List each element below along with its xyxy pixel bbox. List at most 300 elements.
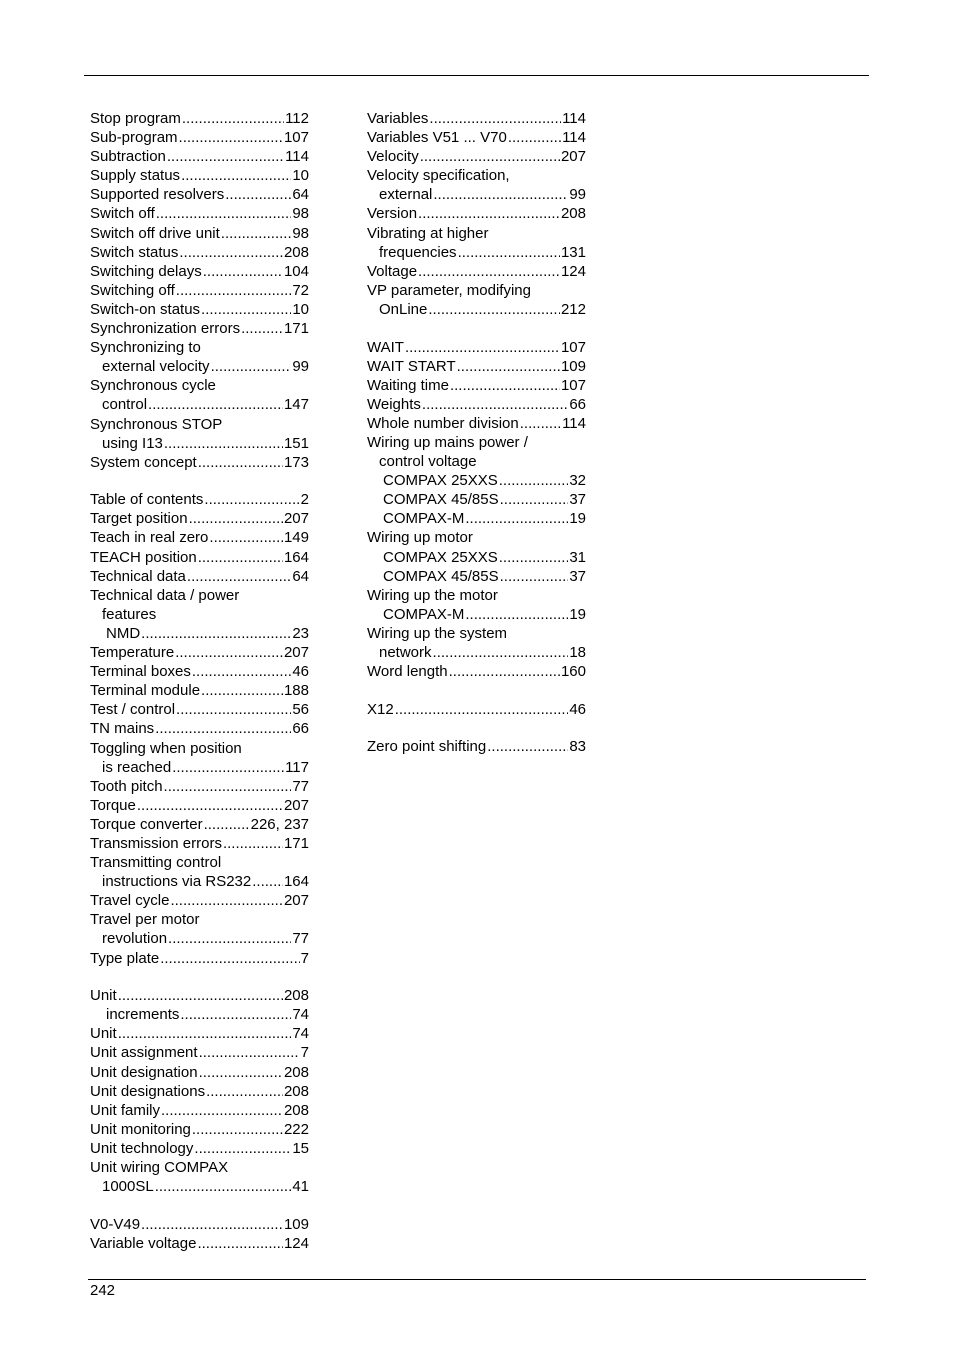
dot-leader: [428, 300, 560, 319]
index-entry: [367, 567, 586, 586]
index-term: Unit: [90, 987, 117, 1005]
index-term: Sub-program: [90, 129, 178, 147]
index-term: Word length: [367, 663, 448, 681]
index-term: features: [102, 605, 157, 623]
index-page-ref: 18: [569, 644, 586, 662]
index-page-ref: 208: [283, 1101, 309, 1119]
index-term: COMPAX 45/85S: [383, 567, 499, 585]
index-page-ref: 7: [300, 1044, 309, 1062]
index-page-ref: 124: [560, 262, 586, 280]
index-page-ref: 74: [292, 1025, 309, 1043]
dot-leader: [221, 224, 292, 243]
index-letter-gap: [367, 681, 586, 700]
index-entry: [367, 128, 586, 147]
dot-leader: [118, 986, 283, 1005]
dot-leader: [500, 490, 569, 509]
index-entry: [90, 777, 309, 796]
index-term: Terminal module: [90, 682, 201, 700]
index-entry: [90, 243, 309, 262]
index-entry: [90, 758, 309, 777]
index-term: System concept: [90, 453, 197, 471]
index-entry: [90, 1120, 309, 1139]
index-term: Unit: [90, 1025, 117, 1043]
dot-leader: [194, 1139, 291, 1158]
index-page-ref: 207: [283, 644, 309, 662]
dot-leader: [429, 109, 561, 128]
index-page-ref: 117: [285, 758, 309, 776]
index-page-ref: 104: [283, 262, 309, 280]
index-entry: [90, 434, 309, 453]
index-page-ref: 164: [283, 873, 309, 891]
dot-leader: [450, 376, 560, 395]
dot-leader: [182, 109, 284, 128]
dot-leader: [500, 567, 569, 586]
dot-leader: [141, 1215, 283, 1234]
dot-leader: [449, 662, 560, 681]
index-term: instructions via RS232: [102, 873, 252, 891]
index-page-ref: 109: [560, 357, 586, 375]
index-term: Zero point shifting: [367, 738, 487, 756]
index-entry: [367, 509, 586, 528]
index-entry: [90, 128, 309, 147]
dot-leader: [176, 700, 291, 719]
index-page-ref: 212: [560, 300, 586, 318]
index-entry: [90, 700, 309, 719]
dot-leader: [420, 147, 560, 166]
index-page-ref: 107: [283, 129, 309, 147]
dot-leader: [487, 737, 568, 756]
dot-leader: [164, 434, 283, 453]
index-page-ref: 10: [292, 167, 309, 185]
index-term: 1000SL: [102, 1178, 154, 1196]
index-page-ref: 114: [562, 110, 586, 127]
dot-leader: [223, 834, 283, 853]
index-page-ref: 207: [283, 892, 309, 910]
index-entry: [367, 414, 586, 433]
index-page-ref: 64: [292, 186, 309, 204]
dot-leader: [252, 872, 283, 891]
dot-leader: [199, 1043, 300, 1062]
index-term: Synchronization errors: [90, 320, 241, 338]
index-entry: [90, 185, 309, 204]
index-term: Switch off: [90, 205, 155, 223]
dot-leader: [148, 395, 283, 414]
index-entry: [367, 166, 586, 185]
index-entry: [90, 834, 309, 853]
index-term: Switching off: [90, 281, 175, 299]
index-page-ref: 114: [562, 414, 586, 432]
dot-leader: [118, 1024, 292, 1043]
index-term: external: [379, 186, 433, 204]
dot-leader: [458, 243, 560, 262]
index-term: Version: [367, 205, 418, 223]
index-entry: [367, 737, 586, 756]
index-entry: [367, 643, 586, 662]
index-page-ref: 207: [283, 796, 309, 814]
dot-leader: [192, 662, 291, 681]
index-page-ref: 226, 237: [250, 815, 309, 833]
index-term: Tooth pitch: [90, 777, 163, 795]
index-page-ref: 188: [283, 682, 309, 700]
index-term: external velocity: [102, 358, 210, 376]
index-term: Wiring up the motor: [367, 586, 498, 604]
index-entry: [90, 109, 309, 128]
index-term: Travel cycle: [90, 892, 170, 910]
index-page-ref: 112: [285, 110, 309, 127]
index-term: Test / control: [90, 701, 176, 719]
dot-leader: [241, 319, 283, 338]
index-term: Terminal boxes: [90, 663, 191, 681]
index-entry: [90, 949, 309, 968]
index-page-ref: 173: [283, 453, 309, 471]
index-entry: [90, 1043, 309, 1062]
index-term: VP parameter, modifying: [367, 281, 531, 299]
index-entry: [367, 662, 586, 681]
index-entry: [90, 624, 309, 643]
index-page-ref: 56: [292, 701, 309, 719]
dot-leader: [198, 548, 283, 567]
index-entry: [90, 872, 309, 891]
index-entry: [367, 624, 586, 643]
index-term: Unit family: [90, 1101, 161, 1119]
index-entry: [90, 567, 309, 586]
header-rule: [84, 75, 869, 76]
index-term: using I13: [102, 434, 163, 452]
index-entry: [367, 395, 586, 414]
index-letter-gap: [90, 1196, 309, 1215]
index-entry: [367, 452, 586, 471]
index-entry: [90, 1158, 309, 1177]
index-term: Unit wiring COMPAX: [90, 1158, 229, 1176]
index-page-ref: 109: [283, 1215, 309, 1233]
index-entry: [90, 986, 309, 1005]
index-entry: [367, 147, 586, 166]
index-entry: [367, 262, 586, 281]
dot-leader: [155, 1177, 292, 1196]
index-page-ref: 208: [283, 243, 309, 261]
index-term: Technical data: [90, 567, 186, 585]
index-page-ref: 46: [292, 663, 309, 681]
index-term: Synchronizing to: [90, 339, 201, 357]
index-entry: [367, 471, 586, 490]
index-page-ref: 107: [560, 376, 586, 394]
index-entry: [367, 700, 586, 719]
dot-leader: [465, 509, 568, 528]
index-page-ref: 31: [569, 548, 586, 566]
index-entry: [367, 376, 586, 395]
index-entry: [90, 147, 309, 166]
dot-leader: [187, 567, 291, 586]
index-entry: [90, 719, 309, 738]
index-page-ref: 32: [569, 472, 586, 490]
index-letter-gap: [367, 719, 586, 738]
index-term: Transmission errors: [90, 834, 222, 852]
dot-leader: [206, 1082, 283, 1101]
index-entry: [367, 109, 586, 128]
index-entry: [90, 1005, 309, 1024]
index-entry: [90, 528, 309, 547]
dot-leader: [181, 166, 291, 185]
index-entry: [367, 338, 586, 357]
index-term: COMPAX-M: [383, 510, 465, 528]
index-term: X12: [367, 700, 394, 718]
dot-leader: [175, 643, 283, 662]
index-page-ref: 77: [292, 777, 309, 795]
index-page-ref: 171: [283, 834, 309, 852]
index-term: Velocity: [367, 148, 419, 166]
index-page-ref: 77: [292, 930, 309, 948]
index-page-ref: 124: [283, 1234, 309, 1252]
dot-leader: [160, 949, 299, 968]
index-entry: [90, 376, 309, 395]
dot-leader: [137, 796, 283, 815]
index-entry: [90, 1024, 309, 1043]
index-entry: [90, 1082, 309, 1101]
dot-leader: [172, 758, 284, 777]
index-page-ref: 83: [569, 738, 586, 756]
index-entry: [90, 910, 309, 929]
index-term: Weights: [367, 395, 421, 413]
index-page-ref: 99: [292, 358, 309, 376]
index-term: Unit designation: [90, 1063, 198, 1081]
index-term: WAIT: [367, 338, 404, 356]
index-page-ref: 98: [292, 205, 309, 223]
index-page-ref: 37: [569, 567, 586, 585]
dot-leader: [395, 700, 569, 719]
index-entry: [90, 796, 309, 815]
index-entry: [90, 338, 309, 357]
index-page-ref: 2: [300, 491, 309, 509]
index-entry: [90, 1234, 309, 1253]
index-entry: [90, 300, 309, 319]
index-term: control voltage: [379, 453, 477, 471]
index-entry: [367, 528, 586, 547]
dot-leader: [433, 185, 568, 204]
index-entry: [90, 357, 309, 376]
index-entry: [90, 586, 309, 605]
index-page-ref: 98: [292, 224, 309, 242]
index-entry: [90, 1215, 309, 1234]
dot-leader: [209, 528, 283, 547]
index-term: TN mains: [90, 720, 155, 738]
index-term: Variables: [367, 110, 429, 127]
index-term: control: [102, 396, 148, 414]
index-term: Technical data / power: [90, 586, 240, 604]
index-page-ref: 147: [283, 396, 309, 414]
index-page-ref: 72: [292, 281, 309, 299]
index-term: revolution: [102, 930, 168, 948]
index-page-ref: 171: [283, 320, 309, 338]
dot-leader: [499, 548, 569, 567]
index-page-ref: 10: [292, 300, 309, 318]
index-entry: [90, 1177, 309, 1196]
index-page-ref: 149: [283, 529, 309, 547]
index-entry: [90, 548, 309, 567]
index-page-ref: 208: [283, 1063, 309, 1081]
index-entry: [90, 1101, 309, 1120]
index-entry: [367, 185, 586, 204]
index-term: Torque converter: [90, 815, 203, 833]
dot-leader: [201, 300, 291, 319]
dot-leader: [418, 204, 560, 223]
index-term: Travel per motor: [90, 911, 200, 929]
index-entry: [367, 243, 586, 262]
dot-leader: [141, 624, 291, 643]
page-number: 242: [90, 1282, 116, 1299]
index-term: Wiring up motor: [367, 529, 473, 547]
index-page-ref: 74: [292, 1006, 309, 1024]
index-page-ref: 66: [569, 395, 586, 413]
index-letter-gap: [90, 968, 309, 987]
dot-leader: [189, 509, 283, 528]
dot-leader: [168, 929, 291, 948]
index-entry: [367, 548, 586, 567]
index-entry: [90, 224, 309, 243]
index-term: Synchronous cycle: [90, 377, 216, 395]
index-entry: [90, 262, 309, 281]
index-page-ref: 164: [283, 548, 309, 566]
index-term: Waiting time: [367, 376, 449, 394]
index-entry: [90, 739, 309, 758]
index-term: COMPAX 25XXS: [383, 548, 498, 566]
index-term: Wiring up the system: [367, 624, 508, 642]
index-term: is reached: [102, 758, 172, 776]
index-term: Transmitting control: [90, 854, 222, 872]
index-entry: [90, 509, 309, 528]
index-term: OnLine: [379, 300, 428, 318]
dot-leader: [201, 681, 283, 700]
index-term: Unit assignment: [90, 1044, 198, 1062]
index-column-left: [90, 109, 309, 1253]
index-entry: [90, 605, 309, 624]
index-page-ref: 114: [562, 129, 586, 147]
index-term: increments: [106, 1006, 180, 1024]
index-term: Switching delays: [90, 262, 202, 280]
index-term: COMPAX 45/85S: [383, 491, 499, 509]
index-page-ref: 151: [283, 434, 309, 452]
index-page-ref: 19: [569, 510, 586, 528]
index-entry: [367, 490, 586, 509]
dot-leader: [167, 147, 284, 166]
index-page-ref: 160: [560, 663, 586, 681]
index-page-ref: 208: [283, 987, 309, 1005]
index-term: COMPAX 25XXS: [383, 472, 498, 490]
index-term: Switch status: [90, 243, 179, 261]
index-entry: [90, 681, 309, 700]
index-letter-gap: [90, 472, 309, 491]
index-page-ref: 37: [569, 491, 586, 509]
index-entry: [90, 415, 309, 434]
dot-leader: [170, 891, 283, 910]
index-term: WAIT START: [367, 357, 456, 375]
index-term: Torque: [90, 796, 136, 814]
dot-leader: [198, 453, 283, 472]
index-term: Switch-on status: [90, 300, 201, 318]
footer-rule: [88, 1279, 866, 1280]
index-entry: [90, 281, 309, 300]
dot-leader: [155, 719, 291, 738]
dot-leader: [197, 1234, 283, 1253]
index-term: Variable voltage: [90, 1234, 197, 1252]
index-page-ref: 46: [569, 700, 586, 718]
dot-leader: [465, 605, 568, 624]
index-term: COMPAX-M: [383, 605, 465, 623]
index-term: Synchronous STOP: [90, 415, 223, 433]
index-term: Supported resolvers: [90, 186, 225, 204]
index-term: Target position: [90, 510, 188, 528]
index-term: Supply status: [90, 167, 181, 185]
index-entry: [90, 891, 309, 910]
index-term: Unit technology: [90, 1139, 194, 1157]
dot-leader: [164, 777, 292, 796]
dot-leader: [433, 643, 569, 662]
dot-leader: [225, 185, 291, 204]
index-entry: [90, 853, 309, 872]
dot-leader: [418, 262, 560, 281]
index-entry: [367, 357, 586, 376]
index-page-ref: 66: [292, 720, 309, 738]
dot-leader: [499, 471, 569, 490]
index-term: Temperature: [90, 644, 175, 662]
index-page-ref: 208: [560, 205, 586, 223]
index-term: Voltage: [367, 262, 418, 280]
dot-leader: [179, 243, 283, 262]
dot-leader: [457, 357, 560, 376]
dot-leader: [204, 815, 250, 834]
index-term: V0-V49: [90, 1215, 141, 1233]
index-entry: [90, 643, 309, 662]
index-page-ref: 23: [292, 624, 309, 642]
index-page-ref: 64: [292, 567, 309, 585]
index-page-ref: 207: [283, 510, 309, 528]
index-entry: [90, 1139, 309, 1158]
index-term: Unit designations: [90, 1082, 206, 1100]
index-page-ref: 207: [560, 148, 586, 166]
index-page-ref: 208: [283, 1082, 309, 1100]
index-entry: [90, 204, 309, 223]
dot-leader: [180, 1005, 291, 1024]
index-term: network: [379, 644, 432, 662]
index-page-ref: 19: [569, 605, 586, 623]
index-term: Unit monitoring: [90, 1120, 191, 1138]
dot-leader: [199, 1063, 283, 1082]
index-entry: [90, 453, 309, 472]
dot-leader: [203, 262, 283, 281]
index-entry: [367, 433, 586, 452]
index-page-ref: 41: [292, 1178, 309, 1196]
index-page-ref: 15: [292, 1139, 309, 1157]
index-entry: [367, 605, 586, 624]
index-entry: [367, 300, 586, 319]
index-term: Wiring up mains power /: [367, 434, 528, 451]
index-term: Vibrating at higher: [367, 224, 489, 242]
index-entry: [367, 586, 586, 605]
dot-leader: [520, 414, 561, 433]
index-entry: [90, 490, 309, 509]
dot-leader: [179, 128, 283, 147]
index-term: Table of contents: [90, 491, 204, 509]
index-entry: [367, 281, 586, 300]
dot-leader: [204, 490, 299, 509]
index-term: Type plate: [90, 949, 160, 967]
dot-leader: [211, 357, 292, 376]
dot-leader: [192, 1120, 283, 1139]
index-page-ref: 222: [283, 1120, 309, 1138]
index-entry: [90, 662, 309, 681]
index-entry: [90, 929, 309, 948]
index-term: frequencies: [379, 243, 457, 261]
index-term: Whole number division: [367, 414, 519, 432]
